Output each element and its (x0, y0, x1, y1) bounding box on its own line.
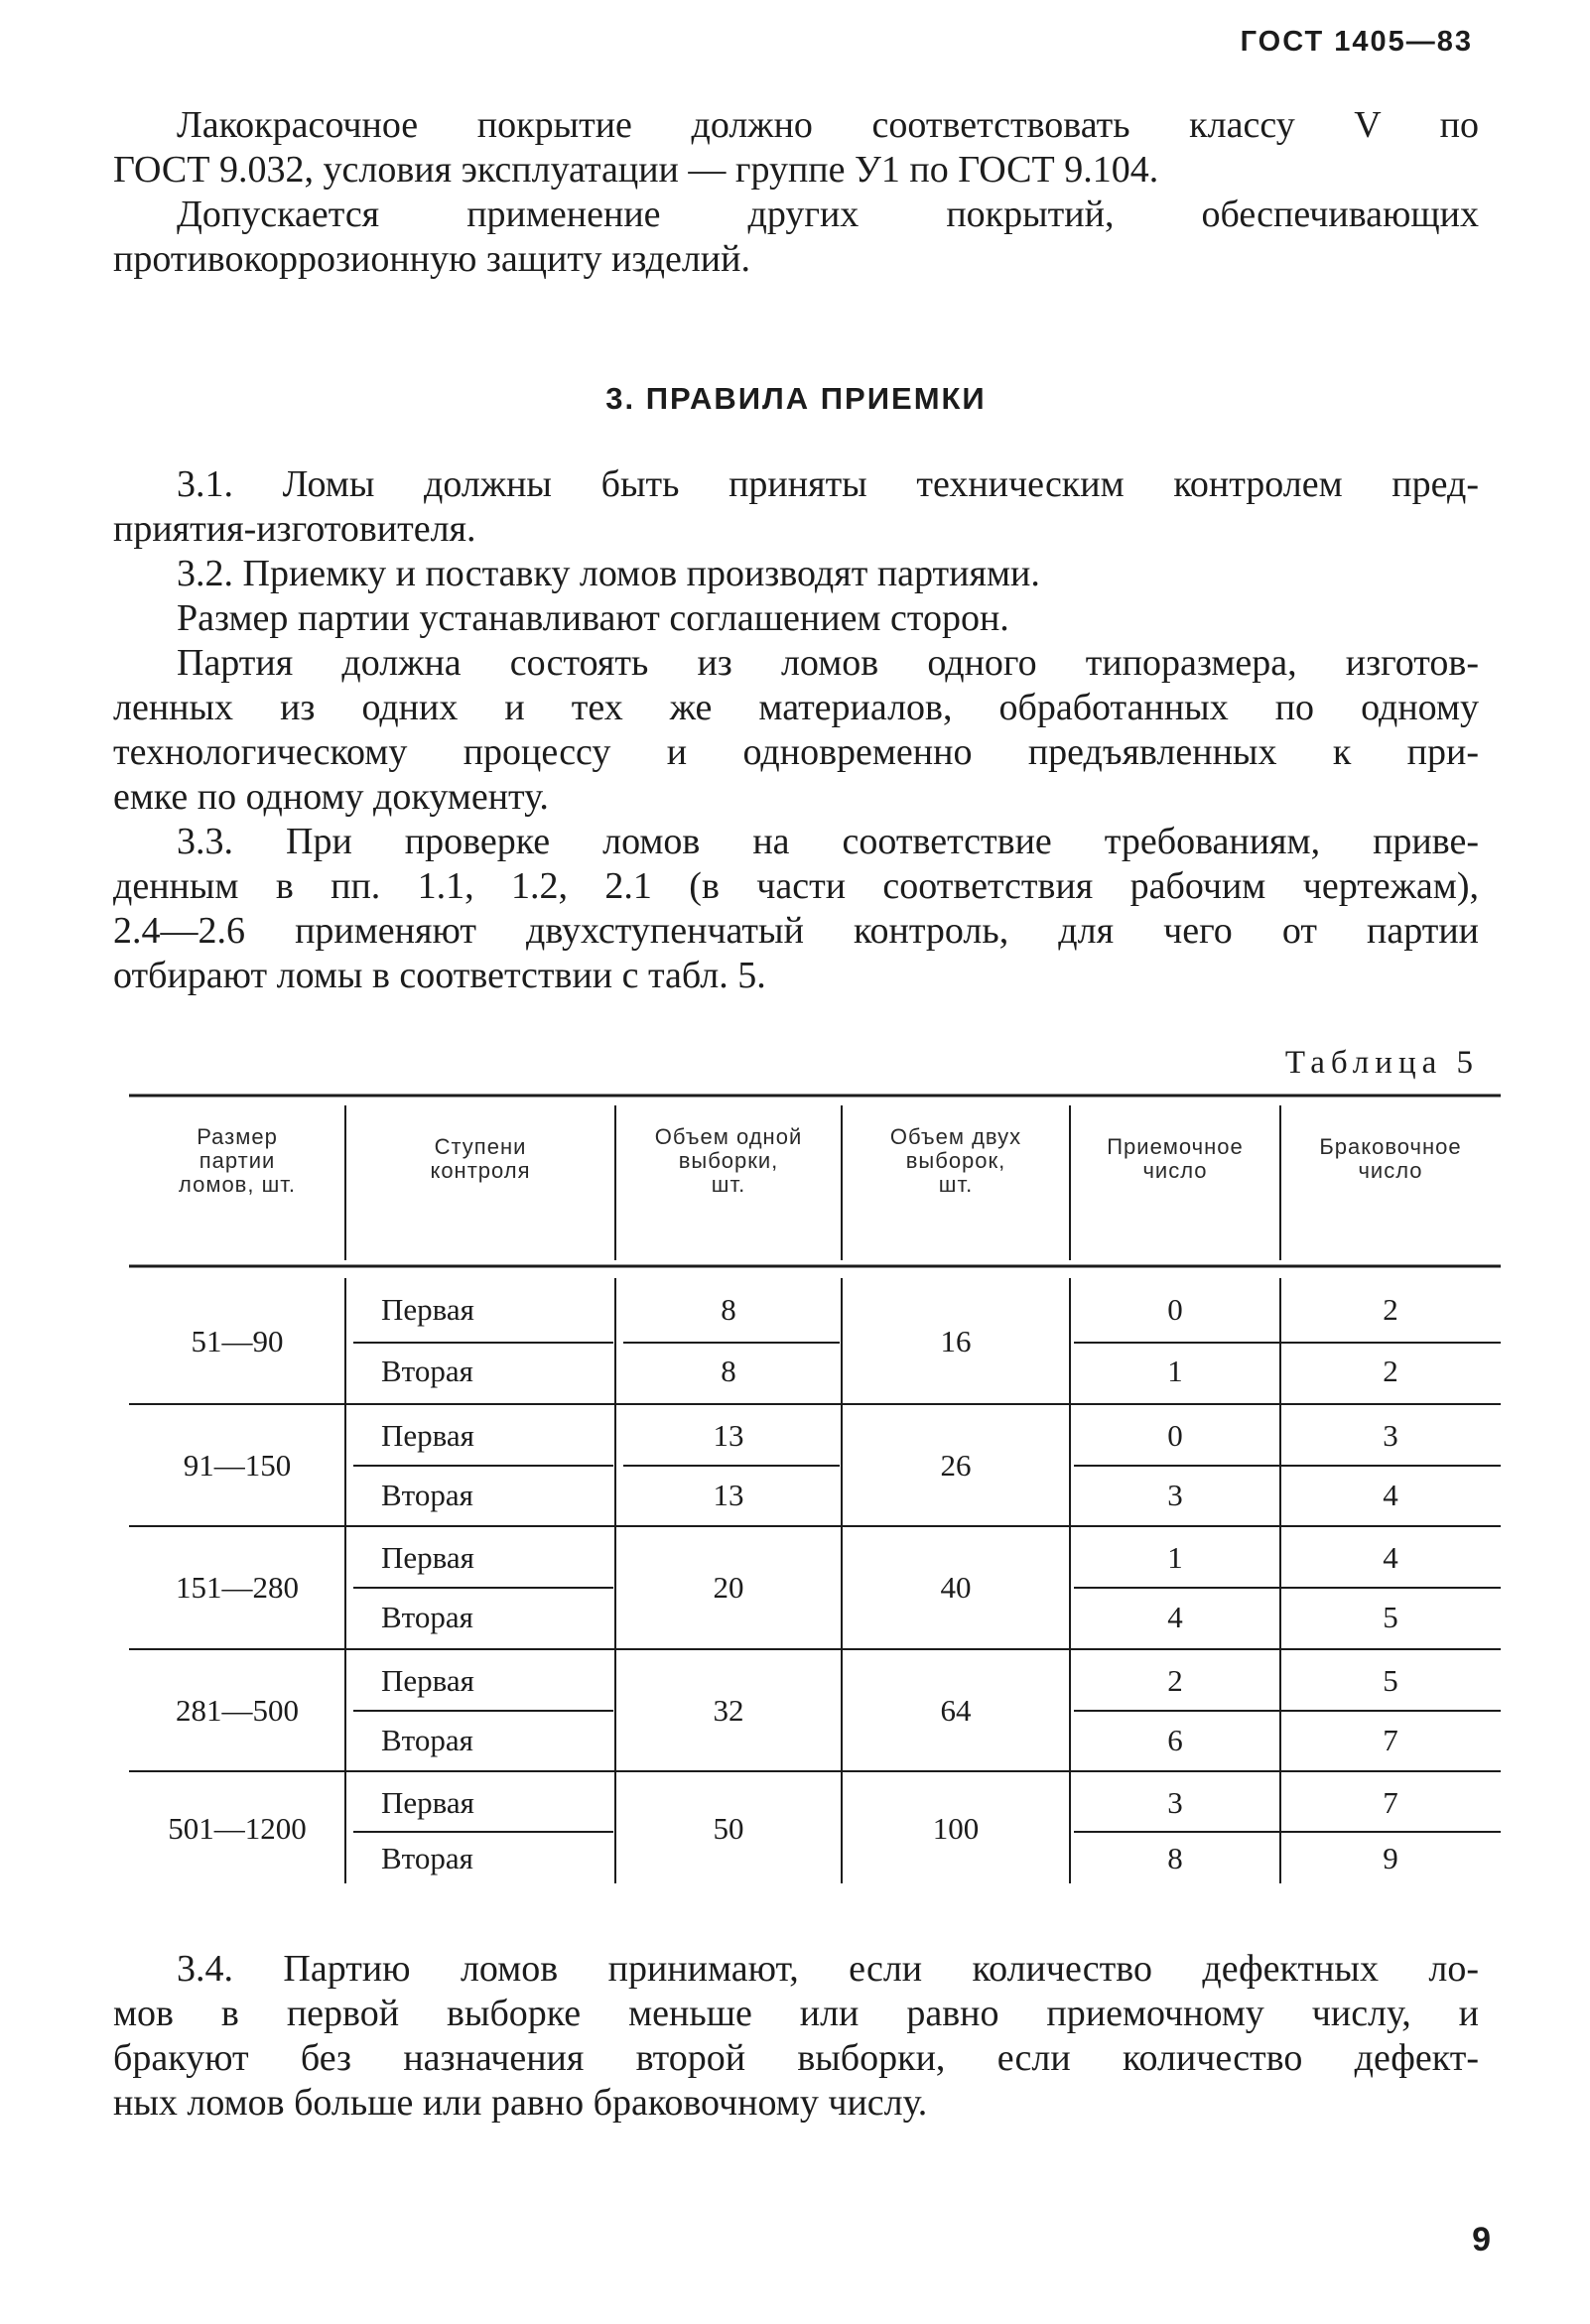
acceptance-number-cell: 6 (1167, 1722, 1183, 1757)
acceptance-number-cell: 4 (1167, 1600, 1183, 1634)
clause-3-1-line: приятия-изготовителя. (113, 508, 476, 550)
acceptance-number-cell: 2 (1167, 1663, 1183, 1698)
header-line: ломов, шт. (179, 1172, 296, 1197)
header-line: контроля (430, 1158, 531, 1183)
table-header-cell (615, 1125, 842, 1197)
control-stage-cell: Вторая (381, 1840, 473, 1875)
paragraph-line: Допускается применение других покрытий, обеспечивающих (177, 194, 1479, 235)
acceptance-number-cell: 0 (1167, 1292, 1183, 1327)
page-number: 9 (1472, 2221, 1491, 2259)
control-stage-cell: Первая (381, 1418, 474, 1453)
acceptance-number-cell: 3 (1167, 1785, 1183, 1820)
two-samples-volume-cell: 64 (940, 1692, 972, 1728)
sample-volume-cell: 8 (721, 1292, 736, 1327)
rejection-number-cell: 4 (1383, 1540, 1398, 1575)
control-stage-cell: Первая (381, 1663, 474, 1698)
clause-3-2-line: Размер партии устанавливают соглашением сторон. (177, 597, 1009, 639)
clause-3-4-line: бракуют без назначения второй выборки, если количество дефект- (113, 2037, 1479, 2079)
table-header-cell (129, 1125, 345, 1197)
acceptance-number-cell: 0 (1167, 1418, 1183, 1453)
clause-3-3-line: отбирают ломы в соответствии с табл. 5. (113, 955, 766, 996)
two-samples-volume-cell: 16 (940, 1323, 972, 1358)
sample-volume-cell: 32 (713, 1692, 744, 1728)
clause-3-1-line: 3.1. Ломы должны быть приняты техническим контролем пред- (177, 463, 1479, 505)
lot-size-cell: 281—500 (176, 1692, 299, 1728)
clause-3-3-line: 3.3. При проверке ломов на соответствие требованиям, приве- (177, 821, 1479, 862)
header-line: Объем двух (889, 1124, 1022, 1149)
header-line: шт. (938, 1172, 974, 1197)
clause-3-2-line: ленных из одних и тех же материалов, обработанных по одному (113, 687, 1479, 728)
rejection-number-cell: 5 (1383, 1600, 1398, 1634)
table-header-cell (1280, 1135, 1501, 1183)
document-id-header: ГОСТ 1405—83 (1240, 26, 1473, 58)
clauses-text (113, 462, 1479, 998)
two-samples-volume-cell: 26 (940, 1447, 972, 1483)
rejection-number-cell: 5 (1383, 1663, 1398, 1698)
header-line: число (1142, 1158, 1208, 1183)
header-line: Ступени (434, 1134, 527, 1159)
sample-volume-cell: 13 (713, 1418, 744, 1453)
two-samples-volume-cell: 40 (940, 1570, 972, 1605)
paragraph-line: противокоррозионную защиту изделий. (113, 238, 750, 280)
sample-volume-cell: 13 (713, 1477, 744, 1512)
intro-text (113, 103, 1479, 282)
clause-3-4-line: 3.4. Партию ломов принимают, если количество дефектных ло- (177, 1948, 1479, 1990)
sample-volume-cell: 8 (721, 1353, 736, 1388)
control-stage-cell: Вторая (381, 1353, 473, 1388)
acceptance-number-cell: 3 (1167, 1477, 1183, 1512)
two-samples-volume-cell: 100 (932, 1810, 980, 1846)
rejection-number-cell: 4 (1383, 1477, 1398, 1512)
clause-3-4-line: ных ломов больше или равно браковочному числу. (113, 2082, 928, 2124)
clause-3-2-line: емке по одному документу. (113, 776, 549, 818)
header-line: Объем одной (654, 1124, 803, 1149)
table-header-cell (1070, 1135, 1280, 1183)
rejection-number-cell: 3 (1383, 1418, 1398, 1453)
control-stage-cell: Первая (381, 1540, 474, 1575)
rejection-number-cell: 9 (1383, 1840, 1398, 1875)
lot-size-cell: 91—150 (183, 1447, 292, 1483)
header-line: Приемочное (1107, 1134, 1244, 1159)
acceptance-number-cell: 8 (1167, 1840, 1183, 1875)
table-caption: Таблица 5 (1284, 1045, 1479, 1081)
rejection-number-cell: 7 (1383, 1785, 1398, 1820)
header-line: партии (199, 1148, 276, 1173)
clause-3-2-line: Партия должна состоять из ломов одного типоразмера, изготов- (177, 642, 1479, 684)
header-line: Браковочное (1319, 1134, 1462, 1159)
control-stage-cell: Первая (381, 1292, 474, 1327)
control-stage-cell: Вторая (381, 1722, 473, 1757)
paragraph-line: Лакокрасочное покрытие должно соответствовать классу V по (177, 104, 1479, 146)
sample-volume-cell: 50 (713, 1810, 744, 1846)
sample-volume-cell: 20 (713, 1570, 744, 1605)
header-line: шт. (711, 1172, 746, 1197)
paragraph-line: ГОСТ 9.032, условия эксплуатации — группе У1 по ГОСТ 9.104. (113, 149, 1159, 191)
header-line: Размер (197, 1124, 278, 1149)
control-stage-cell: Вторая (381, 1477, 473, 1512)
lot-size-cell: 51—90 (191, 1323, 284, 1358)
clause-3-4-line: мов в первой выборке меньше или равно приемочному числу, и (113, 1993, 1479, 2034)
clause-3-3-line: 2.4—2.6 применяют двухступенчатый контроль, для чего от партии (113, 910, 1479, 952)
acceptance-table (129, 1092, 1501, 1885)
control-stage-cell: Первая (381, 1785, 474, 1820)
table-header-cell (842, 1125, 1070, 1197)
acceptance-number-cell: 1 (1167, 1540, 1183, 1575)
acceptance-number-cell: 1 (1167, 1353, 1183, 1388)
header-line: выборок, (905, 1148, 1006, 1173)
control-stage-cell: Вторая (381, 1600, 473, 1634)
rejection-number-cell: 7 (1383, 1722, 1398, 1757)
section-heading: 3. ПРАВИЛА ПРИЕМКИ (605, 381, 987, 416)
clause-3-3-line: денным в пп. 1.1, 1.2, 2.1 (в части соответствия рабочим чертежам), (113, 865, 1479, 907)
clause-3-2-line: технологическому процессу и одновременно предъявленных к при- (113, 731, 1479, 773)
header-line: число (1358, 1158, 1423, 1183)
header-line: выборки, (678, 1148, 779, 1173)
table-header-cell (345, 1135, 615, 1183)
clause-3-4 (113, 1947, 1479, 2126)
rejection-number-cell: 2 (1383, 1353, 1398, 1388)
rejection-number-cell: 2 (1383, 1292, 1398, 1327)
lot-size-cell: 151—280 (176, 1570, 299, 1605)
lot-size-cell: 501—1200 (168, 1810, 307, 1846)
clause-3-2-line: 3.2. Приемку и поставку ломов производят партиями. (177, 553, 1040, 594)
